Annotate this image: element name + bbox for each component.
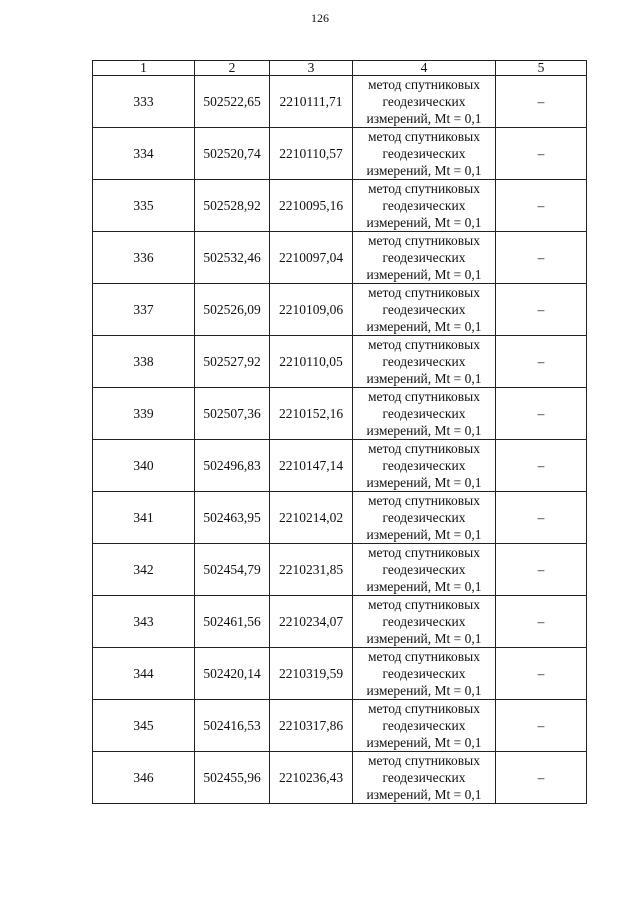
table-row: [93, 752, 587, 804]
method-description: [353, 284, 496, 336]
coordinate-y: 2210231,85: [270, 544, 353, 596]
note-dash: –: [496, 440, 587, 492]
method-line: измерений, Mt = 0,1: [366, 787, 482, 802]
point-number: 345: [93, 700, 195, 752]
table-row: [93, 700, 587, 752]
method-line: геодезических: [382, 562, 466, 577]
method-line: геодезических: [382, 458, 466, 473]
coordinate-y: 2210111,71: [270, 76, 353, 128]
point-number: 340: [93, 440, 195, 492]
method-line: метод спутниковых: [368, 233, 480, 248]
coordinate-y: 2210214,02: [270, 492, 353, 544]
method-description: [353, 180, 496, 232]
coordinate-x: 502532,46: [195, 232, 270, 284]
header-col-3: 3: [270, 61, 353, 76]
table-row: [93, 128, 587, 180]
table-row: [93, 180, 587, 232]
method-line: геодезических: [382, 510, 466, 525]
page-number: 126: [311, 11, 329, 25]
method-line: геодезических: [382, 302, 466, 317]
method-line: геодезических: [382, 146, 466, 161]
method-description: [353, 336, 496, 388]
method-line: измерений, Mt = 0,1: [366, 163, 482, 178]
coordinate-y: 2210147,14: [270, 440, 353, 492]
method-line: метод спутниковых: [368, 337, 480, 352]
coordinate-y: 2210110,57: [270, 128, 353, 180]
method-line: измерений, Mt = 0,1: [366, 527, 482, 542]
note-dash: –: [496, 544, 587, 596]
method-line: измерений, Mt = 0,1: [366, 475, 482, 490]
note-dash: –: [496, 76, 587, 128]
method-line: измерений, Mt = 0,1: [366, 215, 482, 230]
note-dash: –: [496, 648, 587, 700]
method-line: метод спутниковых: [368, 545, 480, 560]
coordinate-x: 502520,74: [195, 128, 270, 180]
method-line: метод спутниковых: [368, 753, 480, 768]
table-row: [93, 596, 587, 648]
method-description: [353, 544, 496, 596]
method-line: метод спутниковых: [368, 649, 480, 664]
point-number: 338: [93, 336, 195, 388]
table-row: [93, 284, 587, 336]
method-description: [353, 700, 496, 752]
coordinate-y: 2210317,86: [270, 700, 353, 752]
method-line: геодезических: [382, 406, 466, 421]
method-line: измерений, Mt = 0,1: [366, 735, 482, 750]
table-row: [93, 648, 587, 700]
note-dash: –: [496, 232, 587, 284]
coordinate-y: 2210234,07: [270, 596, 353, 648]
point-number: 339: [93, 388, 195, 440]
point-number: 344: [93, 648, 195, 700]
method-line: метод спутниковых: [368, 597, 480, 612]
coordinate-x: 502416,53: [195, 700, 270, 752]
note-dash: –: [496, 180, 587, 232]
coordinate-y: 2210109,06: [270, 284, 353, 336]
coordinate-y: 2210097,04: [270, 232, 353, 284]
header-col-2: 2: [195, 61, 270, 76]
note-dash: –: [496, 596, 587, 648]
method-description: [353, 492, 496, 544]
point-number: 335: [93, 180, 195, 232]
table-row: [93, 544, 587, 596]
point-number: 336: [93, 232, 195, 284]
point-number: 334: [93, 128, 195, 180]
point-number: 333: [93, 76, 195, 128]
method-line: метод спутниковых: [368, 701, 480, 716]
header-col-1: 1: [93, 61, 195, 76]
note-dash: –: [496, 492, 587, 544]
method-description: [353, 76, 496, 128]
method-description: [353, 128, 496, 180]
method-line: метод спутниковых: [368, 389, 480, 404]
coordinate-x: 502526,09: [195, 284, 270, 336]
table-row: [93, 232, 587, 284]
note-dash: –: [496, 128, 587, 180]
method-line: геодезических: [382, 354, 466, 369]
coordinate-x: 502496,83: [195, 440, 270, 492]
point-number: 343: [93, 596, 195, 648]
coordinate-x: 502461,56: [195, 596, 270, 648]
coordinate-y: 2210236,43: [270, 752, 353, 804]
header-col-5: 5: [496, 61, 587, 76]
coordinate-x: 502507,36: [195, 388, 270, 440]
note-dash: –: [496, 284, 587, 336]
method-line: геодезических: [382, 94, 466, 109]
point-number: 341: [93, 492, 195, 544]
method-description: [353, 752, 496, 804]
header-col-4: 4: [353, 61, 496, 76]
method-line: измерений, Mt = 0,1: [366, 371, 482, 386]
method-line: метод спутниковых: [368, 181, 480, 196]
point-number: 337: [93, 284, 195, 336]
method-line: метод спутниковых: [368, 441, 480, 456]
note-dash: –: [496, 752, 587, 804]
method-description: [353, 388, 496, 440]
coordinate-y: 2210110,05: [270, 336, 353, 388]
coordinate-x: 502528,92: [195, 180, 270, 232]
method-line: геодезических: [382, 770, 466, 785]
table-row: [93, 492, 587, 544]
method-line: метод спутниковых: [368, 77, 480, 92]
note-dash: –: [496, 388, 587, 440]
method-line: измерений, Mt = 0,1: [366, 579, 482, 594]
method-description: [353, 232, 496, 284]
coordinate-x: 502454,79: [195, 544, 270, 596]
method-line: измерений, Mt = 0,1: [366, 631, 482, 646]
table-row: [93, 76, 587, 128]
coordinate-x: 502522,65: [195, 76, 270, 128]
method-description: [353, 648, 496, 700]
coordinate-x: 502455,96: [195, 752, 270, 804]
method-line: измерений, Mt = 0,1: [366, 683, 482, 698]
method-line: метод спутниковых: [368, 493, 480, 508]
note-dash: –: [496, 700, 587, 752]
method-line: измерений, Mt = 0,1: [366, 423, 482, 438]
note-dash: –: [496, 336, 587, 388]
method-line: измерений, Mt = 0,1: [366, 267, 482, 282]
method-line: метод спутниковых: [368, 285, 480, 300]
method-description: [353, 440, 496, 492]
method-description: [353, 596, 496, 648]
table-body: [93, 76, 587, 804]
table-row: [93, 336, 587, 388]
point-number: 346: [93, 752, 195, 804]
coordinates-table: [92, 60, 587, 804]
point-number: 342: [93, 544, 195, 596]
method-line: геодезических: [382, 198, 466, 213]
table-header-row: [93, 61, 587, 76]
method-line: метод спутниковых: [368, 129, 480, 144]
method-line: геодезических: [382, 666, 466, 681]
coordinate-x: 502463,95: [195, 492, 270, 544]
coordinate-y: 2210319,59: [270, 648, 353, 700]
method-line: геодезических: [382, 250, 466, 265]
coordinate-x: 502420,14: [195, 648, 270, 700]
method-line: измерений, Mt = 0,1: [366, 111, 482, 126]
coordinate-y: 2210095,16: [270, 180, 353, 232]
method-line: геодезических: [382, 614, 466, 629]
coordinate-y: 2210152,16: [270, 388, 353, 440]
method-line: измерений, Mt = 0,1: [366, 319, 482, 334]
table-row: [93, 388, 587, 440]
table-row: [93, 440, 587, 492]
coordinate-x: 502527,92: [195, 336, 270, 388]
method-line: геодезических: [382, 718, 466, 733]
